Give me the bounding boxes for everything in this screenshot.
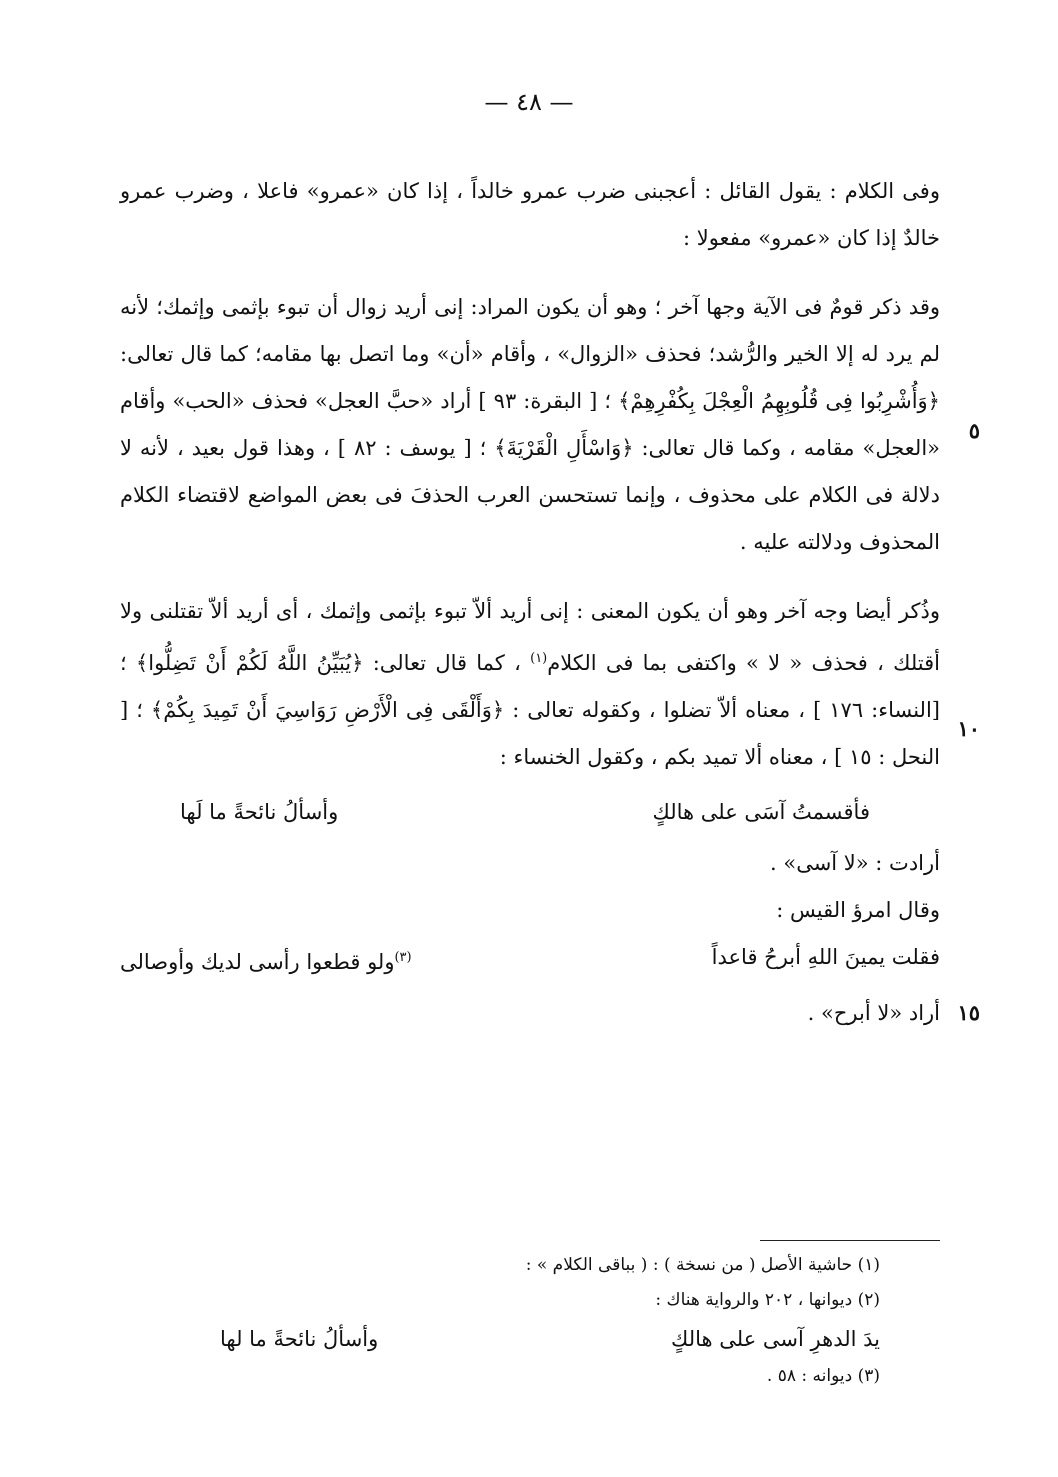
verse-hemistich-left: وأسألُ نائحةً ما لها <box>220 1327 379 1351</box>
poem-verse-imru-alqays <box>120 934 940 986</box>
verse-explanation-1: أرادت : «لا آسى» . <box>770 851 940 875</box>
footnotes <box>220 1248 880 1394</box>
paragraph-3-text: وذُكر أيضا وجه آخر وهو أن يكون المعنى : إنى أريد ألاّ تبوء بإثمى وإثمك ، أى أريد ألاّ تقتلنى ولا أقتلك ، فحذف « لا » واكتفى بما فى الكلام$^{(١)}$ ، كما قال تعالى: ﴿يُبَيِّنُ اللَّهُ لَكُمْ أَنْ تَضِلُّوا﴾ ؛ [النساء: ١٧٦ ] ، معناه ألاّ تضلوا ، وكقوله تعالى : ﴿وَأَلْقَى فِى الْأَرْضِ رَوَاسِيَ أَنْ تَمِيدَ بِكُمْ﴾ ؛ [ النحل : ١٥ ] ، معناه ألا تميد بكم ، وكقول الخنساء : <box>120 599 941 769</box>
verse-hemistich-left: $^{(٣)}$ولو قطعوا رأسى لديك وأوصالى <box>120 950 412 974</box>
footnote-3: (٣) ديوانه : ٥٨ . <box>766 1366 880 1386</box>
footnote-2: (٢) ديوانها ، ٢٠٢ والرواية هناك : <box>655 1290 880 1310</box>
line-number-10: ١٠ <box>957 716 980 741</box>
verse-intro-imru-alqays: وقال امرؤ القيس : <box>776 898 940 922</box>
verse-explanation-2: أراد «لا أبرح» . <box>807 1001 940 1025</box>
page-number: — ٤٨ — <box>484 88 574 116</box>
paragraph-3 <box>120 588 940 781</box>
footnote-2-verse <box>220 1322 880 1357</box>
verse-hemistich-right: فقلت يمينَ اللهِ أبرحُ قاعداً <box>711 945 940 969</box>
footnote-marker-3: (٣) <box>394 950 412 965</box>
footnote-marker-1: (١) <box>530 651 548 666</box>
verse-hemistich-left: وأسألُ نائحةً ما لَها <box>180 800 339 824</box>
verse-hemistich-right: فأقسمتُ آسَى على هالكٍ <box>652 800 870 824</box>
line-number-15: ١٥ <box>957 1000 980 1025</box>
paragraph-2: وقد ذكر قومٌ فى الآية وجها آخر ؛ وهو أن يكون المراد: إنى أريد زوال أن تبوء بإثمى وإثمك؛ لأنه لم يرد له إلا الخير والرُّشد؛ فحذف «الزوال» ، وأقام «أن» وما اتصل بها مقامه؛ كما قال تعالى: ﴿وَأُشْرِبُوا فِى قُلُوبِهِمُ الْعِجْلَ بِكُفْرِهِمْ﴾ ؛ [ البقرة: ٩٣ ] أراد «حبَّ العجل» فحذف «الحب» وأقام «العجل» مقامه ، وكما قال تعالى: ﴿وَاسْأَلِ الْقَرْيَةَ﴾ ؛ [ يوسف : ٨٢ ] ، وهذا قول بعيد ، لأنه لا دلالة فى الكلام على محذوف ، وإنما تستحسن العرب الحذفَ فى بعض المواضع لاقتضاء الكلام المحذوف ودلالته عليه . <box>120 295 940 554</box>
verse-hemistich-right: يدَ الدهرِ آسى على هالكٍ <box>671 1327 880 1351</box>
footnote-divider <box>760 1240 940 1241</box>
poem-verse-khansa <box>120 789 940 836</box>
paragraph-1: وفى الكلام : يقول القائل : أعجبنى ضرب عمرو خالداً ، إذا كان «عمرو» فاعلا ، وضرب عمرو خالدٌ إذا كان «عمرو» مفعولا : <box>120 179 940 250</box>
main-text <box>120 168 940 1037</box>
line-number-5: ٥ <box>968 418 980 443</box>
footnote-1: (١) حاشية الأصل ( من نسخة ) : ( بباقى الكلام » : <box>525 1255 880 1275</box>
